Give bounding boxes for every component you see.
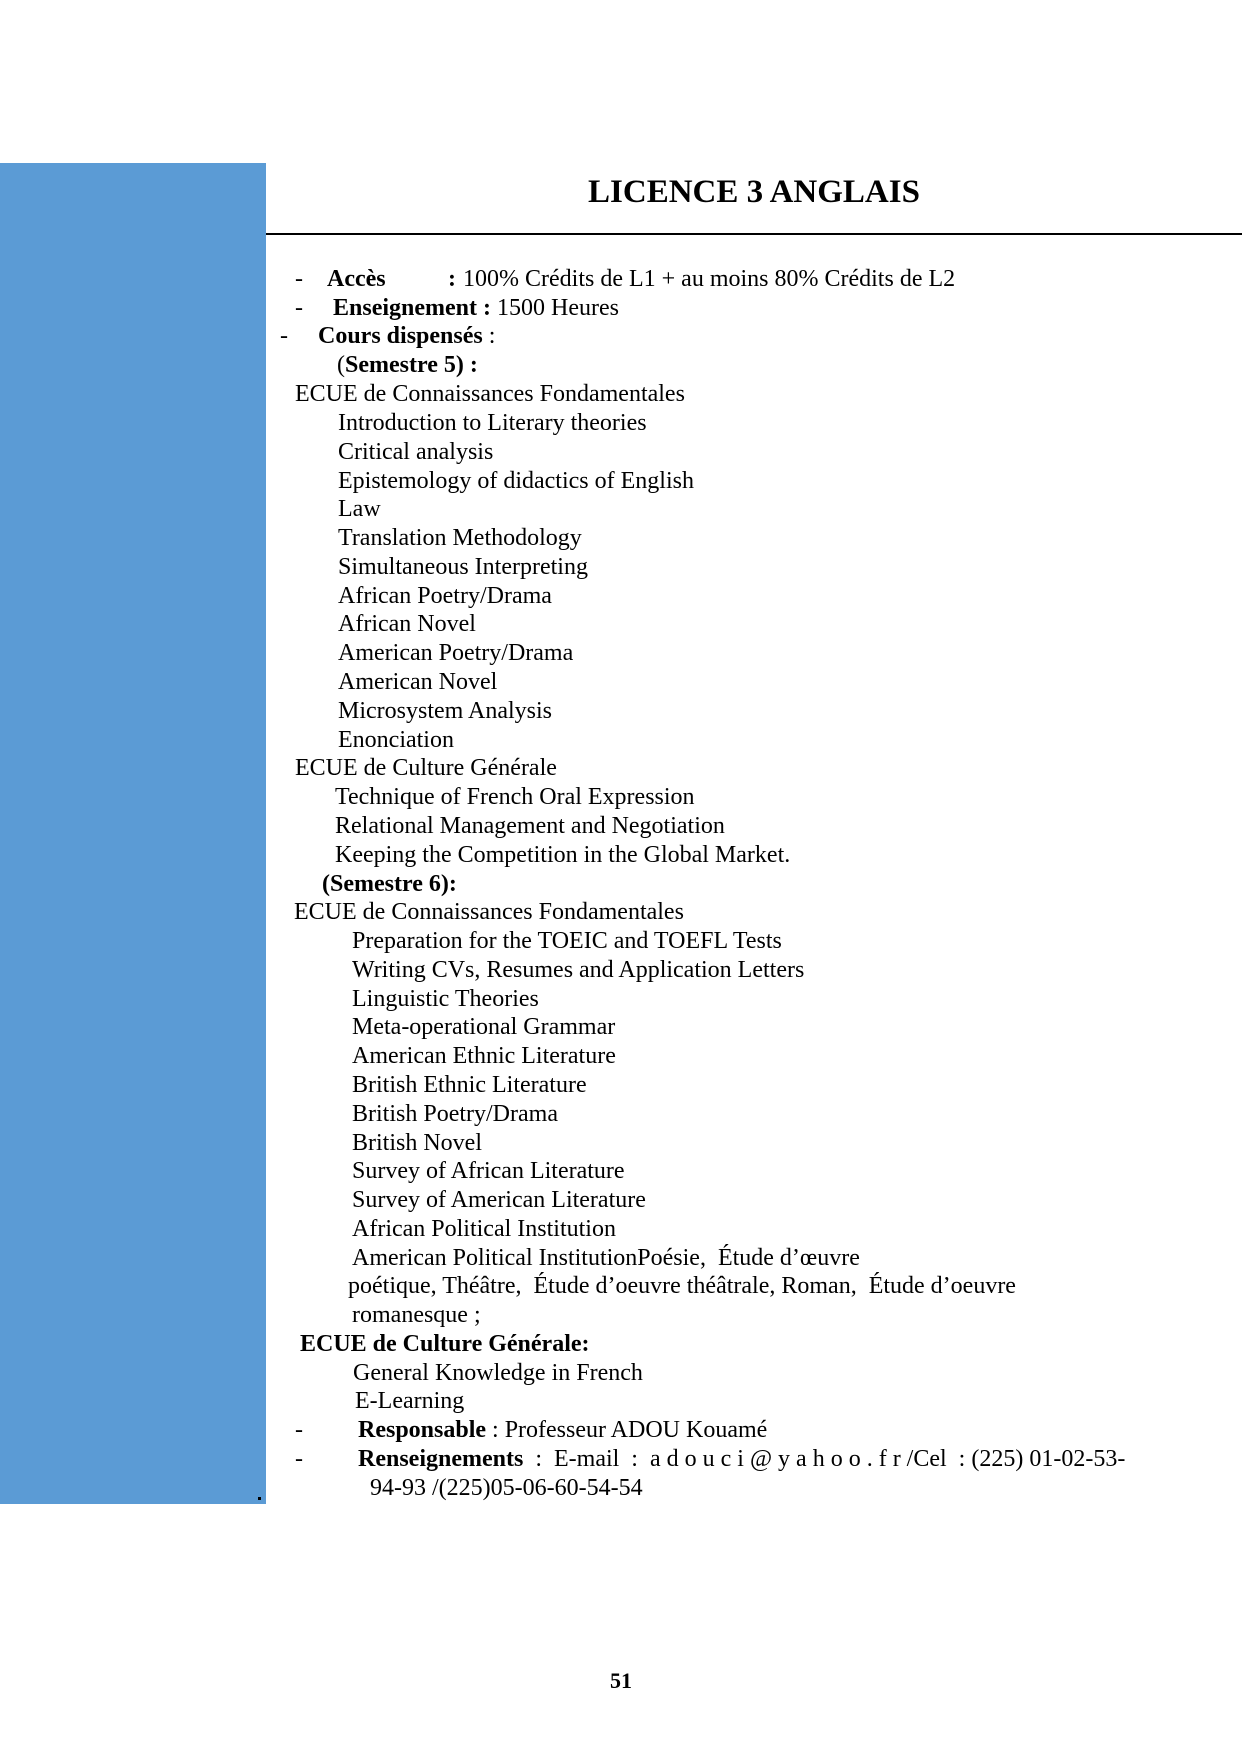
teaching-label: Enseignement : [333,295,491,321]
semester6-heading-text: (Semestre 6): [322,871,457,897]
s5-course-item: African Poetry/Drama [338,583,552,609]
stray-mark [258,1497,261,1500]
teaching-value: 1500 Heures [491,295,619,321]
s5-general-item: Relational Management and Negotiation [335,813,725,839]
page-title: LICENCE 3 ANGLAIS [588,174,920,210]
s6-general-title [300,1330,590,1359]
teaching-line [295,294,619,323]
info-line [295,1445,1126,1474]
s5-course-item: Simultaneous Interpreting [338,554,588,580]
s6-course-item: British Ethnic Literature [352,1072,587,1098]
s6-course-item: Meta-operational Grammar [352,1014,616,1040]
semester5-heading-text: Semestre 5) : [345,352,478,378]
s6-general-item: General Knowledge in French [353,1360,643,1386]
s6-course-item: British Poetry/Drama [352,1101,558,1127]
responsible-value: : Professeur ADOU Kouamé [486,1417,768,1443]
bullet-dash: - [295,1446,303,1472]
semester5-paren: ( [337,352,345,378]
page-number: 51 [610,1668,632,1693]
s6-general-title-text: ECUE de Culture Générale: [300,1331,590,1357]
semester6-heading [322,870,457,899]
s6-course-item: American Ethnic Literature [352,1043,616,1069]
info-contact: : E-mail : a d o u c i @ y a h o o . f r /Cel : (225) 01-02-53- [523,1446,1126,1472]
s6-course-item: Linguistic Theories [352,986,539,1012]
title-divider [266,233,1242,235]
s6-course-item: poétique, Théâtre, Étude d’oeuvre théâtrale, Roman, Étude d’oeuvre [348,1273,1016,1299]
info-contact-continued: 94-93 /(225)05-06-60-54-54 [370,1475,643,1501]
s5-general-title: ECUE de Culture Générale [295,755,557,781]
s6-course-item: Survey of American Literature [352,1187,646,1213]
s5-general-item: Keeping the Competition in the Global Market. [335,842,791,868]
access-line [295,265,956,294]
access-value: 100% Crédits de L1 + au moins 80% Crédits de L2 [457,266,956,292]
s5-general-item: Technique of French Oral Expression [335,784,695,810]
s6-general-item: E-Learning [355,1388,465,1414]
s6-course-item: Survey of African Literature [352,1158,625,1184]
s6-course-item: British Novel [352,1130,482,1156]
bullet-dash: - [280,323,288,349]
s5-course-item: Introduction to Literary theories [338,410,647,436]
sidebar-accent-band [0,163,266,1504]
info-label: Renseignements [358,1446,524,1472]
s5-course-item: Law [338,496,381,522]
bullet-dash: - [295,1417,303,1443]
s6-course-item: romanesque ; [352,1302,481,1328]
bullet-dash: - [295,266,303,292]
responsible-label: Responsable [358,1417,487,1443]
semester5-heading [337,351,478,380]
s5-course-item: Translation Methodology [338,525,582,551]
s5-course-item: Enonciation [338,727,454,753]
s5-course-item: Epistemology of didactics of English [338,468,694,494]
access-label: Accès [327,266,386,292]
s6-course-item: African Political Institution [352,1216,616,1242]
s5-course-item: African Novel [338,611,476,637]
bullet-dash: - [295,295,303,321]
s6-fundamental-title: ECUE de Connaissances Fondamentales [294,899,684,925]
s6-course-item: American Political InstitutionPoésie, Étude d’œuvre [352,1245,860,1271]
s5-fundamental-title: ECUE de Connaissances Fondamentales [295,381,685,407]
courses-value: : [482,323,496,349]
s6-course-item: Writing CVs, Resumes and Application Letters [352,957,805,983]
s5-course-item: Microsystem Analysis [338,698,552,724]
s5-course-item: American Poetry/Drama [338,640,574,666]
s5-course-item: American Novel [338,669,498,695]
s6-course-item: Preparation for the TOEIC and TOEFL Tests [352,928,782,954]
s5-course-item: Critical analysis [338,439,494,465]
courses-label: Cours dispensés [318,323,483,349]
courses-line [280,322,496,351]
access-colon: : [448,266,456,292]
responsible-line [295,1416,768,1445]
